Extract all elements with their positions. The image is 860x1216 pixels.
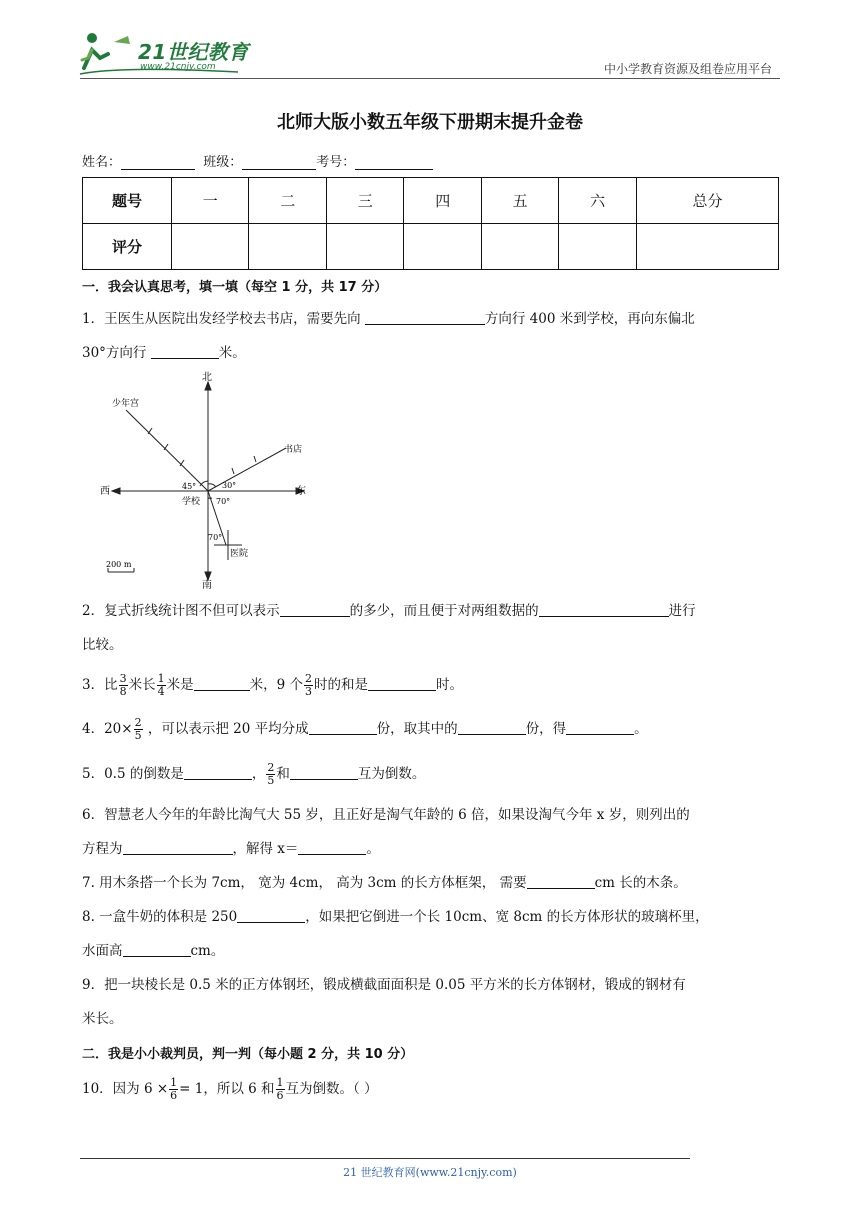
- q4-text-b: ，可以表示把 20 平均分成: [147, 721, 309, 737]
- name-blank[interactable]: [121, 155, 195, 170]
- q2-text-a: 2．复式折线统计图不但可以表示: [82, 603, 280, 619]
- logo-text: 21世纪教育: [138, 40, 249, 64]
- class-label: 班级：: [203, 155, 243, 170]
- q7-text-a: 7. 用木条搭一个长为 7cm， 宽为 4cm， 高为 3cm 的长方体框架， 需要: [82, 875, 527, 891]
- q1-text-d: 米。: [218, 345, 246, 361]
- table-cell: 六: [559, 178, 636, 224]
- q2-text-d: 比较。: [82, 637, 123, 653]
- score-cell[interactable]: [636, 224, 778, 270]
- question-1: [82, 302, 782, 370]
- logo-url: www.21cnjy.com: [140, 62, 216, 72]
- q4-text-a: 4．20×: [82, 721, 133, 737]
- denominator: 8: [119, 685, 127, 698]
- q10-text-c: 互为倒数。（ ）: [285, 1081, 378, 1097]
- q1-text-a: 1．王医生从医院出发经学校去书店，需要先向: [82, 311, 361, 327]
- fraction: [134, 717, 143, 742]
- q6-text-c: ，解得 x＝: [232, 841, 299, 857]
- q3-text-e: 时的和是: [313, 677, 368, 693]
- q10-text-a: 10．因为 6 ×: [82, 1081, 169, 1097]
- map-north-label: 北: [202, 372, 212, 383]
- q7-blank-1[interactable]: [527, 872, 595, 889]
- q5-text-c: 和: [276, 766, 290, 782]
- numerator: 2: [134, 716, 142, 729]
- q5-blank-2[interactable]: [290, 763, 358, 780]
- q4-blank-3[interactable]: [566, 718, 634, 735]
- q5-text-d: 互为倒数。: [357, 766, 426, 782]
- q5-text-b: ，: [251, 766, 266, 782]
- q3-text-f: 时。: [435, 677, 463, 693]
- fraction: [266, 762, 275, 787]
- q8-text-c: 水面高: [82, 943, 123, 959]
- q4-text-d: 份，得: [525, 721, 567, 737]
- fraction: [276, 1077, 285, 1102]
- class-blank[interactable]: [242, 155, 316, 170]
- q3-text-a: 3．比: [82, 677, 118, 693]
- q6-blank-1[interactable]: [123, 838, 233, 855]
- q4-text-e: 。: [634, 721, 648, 737]
- q3-blank-2[interactable]: [368, 674, 436, 691]
- question-9: [82, 968, 782, 1036]
- q3-blank-1[interactable]: [194, 674, 250, 691]
- denominator: 6: [276, 1089, 284, 1102]
- question-3: [82, 668, 782, 702]
- map-angle-70a: 70°: [216, 497, 231, 506]
- fraction: [304, 673, 313, 698]
- map-bookstore-label: 书店: [284, 445, 303, 455]
- question-2: [82, 594, 782, 662]
- table-cell: 五: [481, 178, 558, 224]
- table-cell: 评分: [83, 224, 172, 270]
- score-cell[interactable]: [172, 224, 249, 270]
- page-title: 北师大版小数五年级下册期末提升金卷: [277, 112, 583, 133]
- question-6: [82, 798, 782, 866]
- q2-text-b: 的多少，而且便于对两组数据的: [349, 603, 539, 619]
- section-1-heading: 一．我会认真思考，填一填（每空 1 分，共 17 分）: [82, 280, 388, 295]
- map-angle-45: 45°: [182, 482, 197, 491]
- denominator: 5: [134, 729, 142, 742]
- q8-text-b: ，如果把它倒进一个长 10cm、宽 8cm 的长方体形状的玻璃杯里，: [305, 909, 709, 925]
- q2-text-c: 进行: [668, 603, 696, 619]
- score-cell[interactable]: [559, 224, 636, 270]
- student-info-line: [82, 151, 433, 170]
- table-cell: 一: [172, 178, 249, 224]
- q1-blank-2[interactable]: [151, 342, 219, 359]
- score-cell[interactable]: [249, 224, 326, 270]
- map-palace-label: 少年宫: [112, 399, 140, 409]
- q6-text-a: 6．智慧老人今年的年龄比淘气大 55 岁，且正好是淘气年龄的 6 倍，如果设淘气今年 x 岁，则列出的: [82, 807, 690, 823]
- q4-blank-2[interactable]: [458, 718, 526, 735]
- numerator: 1: [276, 1076, 284, 1089]
- question-8: [82, 900, 782, 968]
- q9-text-b: 米长。: [82, 1011, 123, 1027]
- q3-text-b: 米长: [128, 677, 156, 693]
- q8-blank-1[interactable]: [237, 906, 305, 923]
- numerator: 2: [304, 672, 312, 685]
- id-blank[interactable]: [355, 155, 433, 170]
- direction-map: [96, 370, 316, 590]
- fraction: [157, 673, 166, 698]
- fraction: [119, 673, 128, 698]
- q7-text-b: cm 长的木条。: [594, 875, 687, 891]
- score-table-score-row: [83, 224, 779, 270]
- header-platform-text: 中小学教育资源及组卷应用平台: [603, 62, 772, 76]
- q3-text-d: 米，9 个: [249, 677, 303, 693]
- name-label: 姓名：: [82, 155, 122, 170]
- score-table: [82, 177, 779, 270]
- table-cell: 题号: [83, 178, 172, 224]
- question-4: [82, 712, 782, 746]
- map-hospital-label: 医院: [230, 549, 249, 559]
- section-2-heading: 二．我是小小裁判员，判一判（每小题 2 分，共 10 分）: [82, 1047, 414, 1062]
- question-7: [82, 866, 782, 900]
- q4-text-c: 份，取其中的: [376, 721, 458, 737]
- q9-text-a: 9．把一块棱长是 0.5 米的正方体钢坯，锻成横截面面积是 0.05 平方米的长方体钢材，锻成的钢材有: [82, 977, 686, 993]
- question-5: [82, 757, 782, 791]
- denominator: 3: [304, 685, 312, 698]
- numerator: 3: [119, 672, 127, 685]
- denominator: 5: [267, 774, 275, 787]
- footer-site-link[interactable]: 21 世纪教育网(www.21cnjy.com): [343, 1166, 517, 1179]
- table-cell: 三: [326, 178, 403, 224]
- denominator: 4: [157, 685, 165, 698]
- denominator: 6: [170, 1089, 178, 1102]
- numerator: 2: [267, 761, 275, 774]
- map-school-label: 学校: [182, 497, 201, 507]
- table-cell: 四: [404, 178, 481, 224]
- numerator: 1: [170, 1076, 178, 1089]
- question-10: [82, 1072, 782, 1106]
- table-cell: 二: [249, 178, 326, 224]
- q6-blank-2[interactable]: [298, 838, 366, 855]
- q6-text-d: 。: [366, 841, 380, 857]
- map-east-label: 东: [296, 486, 306, 497]
- score-cell[interactable]: [404, 224, 481, 270]
- q2-blank-1[interactable]: [280, 600, 350, 617]
- score-table-header-row: [83, 178, 779, 224]
- map-scale-label: 200 m: [106, 560, 132, 569]
- q5-blank-1[interactable]: [184, 763, 252, 780]
- map-angle-70b: 70°: [208, 533, 223, 542]
- q2-blank-2[interactable]: [539, 600, 669, 617]
- q4-blank-1[interactable]: [309, 718, 377, 735]
- map-south-label: 南: [202, 580, 212, 590]
- score-cell[interactable]: [481, 224, 558, 270]
- q8-text-a: 8. 一盒牛奶的体积是 250: [82, 909, 238, 925]
- score-cell[interactable]: [326, 224, 403, 270]
- q6-text-b: 方程为: [82, 841, 123, 857]
- q10-text-b: = 1，所以 6 和: [179, 1081, 275, 1097]
- header-divider: [80, 78, 780, 79]
- map-angle-30: 30°: [222, 481, 237, 490]
- table-cell: 总分: [636, 178, 778, 224]
- q1-text-c: 30°方向行: [82, 345, 147, 361]
- map-west-label: 西: [100, 486, 110, 497]
- footer-divider: [80, 1158, 690, 1159]
- q3-text-c: 米是: [166, 677, 194, 693]
- q1-blank-1[interactable]: [365, 308, 485, 325]
- fraction: [169, 1077, 178, 1102]
- q8-text-d: cm。: [190, 943, 225, 959]
- numerator: 1: [157, 672, 165, 685]
- q5-text-a: 5．0.5 的倒数是: [82, 766, 184, 782]
- q1-text-b: 方向行 400 米到学校，再向东偏北: [484, 311, 695, 327]
- q8-blank-2[interactable]: [123, 940, 191, 957]
- id-label: 考号：: [316, 155, 356, 170]
